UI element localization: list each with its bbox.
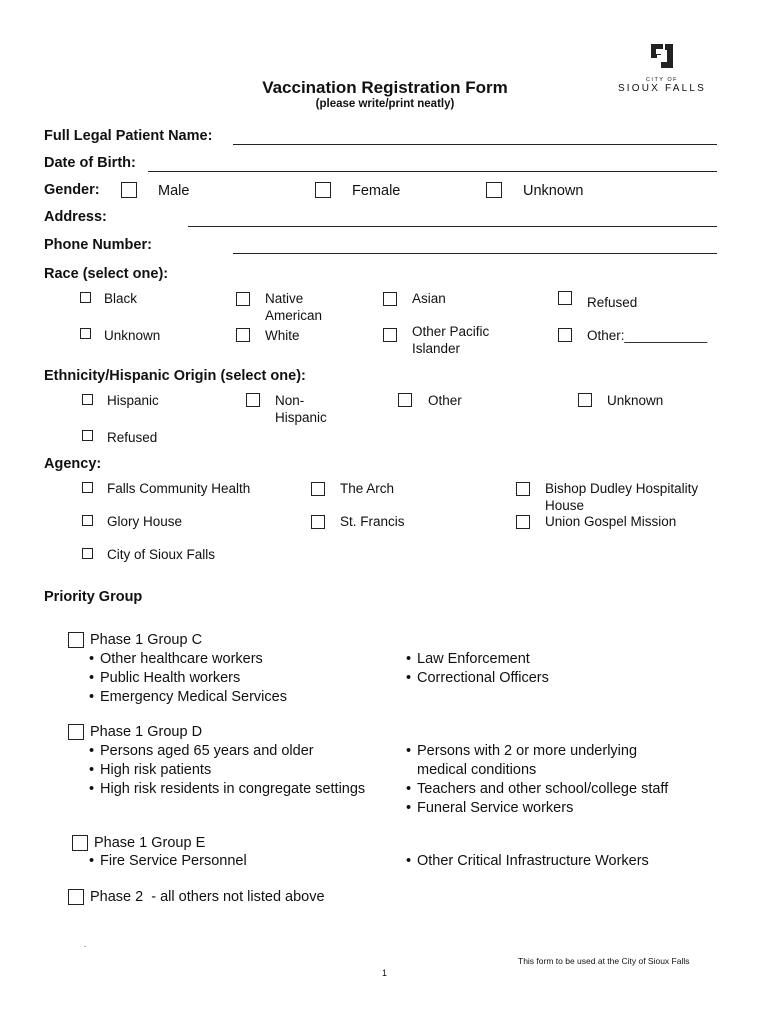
- ethnicity-hispanic-label: Hispanic: [107, 393, 159, 408]
- agency-the-arch-label: The Arch: [340, 481, 395, 496]
- race-other-label: Other:___________: [587, 328, 708, 343]
- race-label: Race (select one):: [44, 266, 169, 282]
- address-label: Address:: [44, 209, 107, 225]
- page-number: 1: [382, 968, 388, 978]
- name-label: Full Legal Patient Name:: [44, 128, 213, 144]
- ethnicity-non-hispanic-label: Non-Hispanic: [275, 393, 327, 425]
- list-item: • Law Enforcement: [406, 650, 706, 669]
- group-d-right-list: [406, 742, 706, 818]
- race-unknown-checkbox[interactable]: [80, 328, 91, 339]
- agency-city-of-sioux-falls-checkbox[interactable]: [82, 548, 93, 559]
- gender-label: Gender:: [44, 182, 100, 198]
- agency-union-gospel-mission-checkbox[interactable]: [516, 515, 530, 529]
- ethnicity-refused-label: Refused: [107, 430, 158, 445]
- ethnicity-label: Ethnicity/Hispanic Origin (select one):: [44, 368, 306, 384]
- race-refused-checkbox[interactable]: [558, 291, 572, 305]
- group-e-right-list: [406, 852, 706, 871]
- gender-unknown-checkbox[interactable]: [486, 182, 502, 198]
- agency-the-arch-checkbox[interactable]: [311, 482, 325, 496]
- agency-label: Agency:: [44, 456, 102, 472]
- gender-female-label: Female: [352, 183, 401, 199]
- list-item: • Fire Service Personnel: [89, 852, 389, 871]
- agency-falls-community-health-checkbox[interactable]: [82, 482, 93, 493]
- dob-field[interactable]: [148, 171, 717, 172]
- name-field[interactable]: [233, 144, 717, 145]
- list-item: • Other healthcare workers: [89, 650, 389, 669]
- race-white-checkbox[interactable]: [236, 328, 250, 342]
- ethnicity-other-label: Other: [428, 393, 462, 408]
- list-item: • Teachers and other school/college staff: [406, 780, 706, 799]
- form-subtitle: (please write/print neatly): [315, 98, 455, 110]
- ethnicity-hispanic-checkbox[interactable]: [82, 394, 93, 405]
- group-c-left-list: [89, 650, 389, 707]
- footer-note: This form to be used at the City of Sioux Falls: [518, 956, 690, 966]
- race-other-pacific-islander-checkbox[interactable]: [383, 328, 397, 342]
- priority-group-label: Priority Group: [44, 589, 143, 605]
- priority-phase1-group-d-checkbox[interactable]: [68, 724, 84, 740]
- group-d-left-list: [89, 742, 399, 799]
- race-other-pacific-islander-label: Other Pacific Islander: [412, 324, 490, 356]
- group-c-right-list: [406, 650, 706, 688]
- phone-label: Phone Number:: [44, 237, 152, 253]
- agency-falls-community-health-label: Falls Community Health: [107, 481, 251, 496]
- race-refused-label: Refused: [587, 295, 638, 310]
- gender-male-checkbox[interactable]: [121, 182, 137, 198]
- priority-phase1-group-d-title: Phase 1 Group D: [90, 724, 203, 740]
- form-title: Vaccination Registration Form: [262, 78, 508, 97]
- address-field[interactable]: [188, 226, 717, 227]
- priority-phase2-title: Phase 2 - all others not listed above: [90, 889, 325, 905]
- agency-glory-house-label: Glory House: [107, 514, 183, 529]
- ethnicity-unknown-checkbox[interactable]: [578, 393, 592, 407]
- agency-st-francis-checkbox[interactable]: [311, 515, 325, 529]
- gender-unknown-label: Unknown: [523, 183, 584, 199]
- ethnicity-unknown-label: Unknown: [607, 393, 664, 408]
- list-item: • Other Critical Infrastructure Workers: [406, 852, 706, 871]
- list-item: • Correctional Officers: [406, 669, 706, 688]
- race-black-label: Black: [104, 291, 138, 306]
- list-item: • Public Health workers: [89, 669, 389, 688]
- race-other-checkbox[interactable]: [558, 328, 572, 342]
- footer-dot: .: [84, 940, 87, 949]
- priority-phase1-group-e-checkbox[interactable]: [72, 835, 88, 851]
- dob-label: Date of Birth:: [44, 155, 136, 171]
- logo-city-of: CITY OF: [645, 77, 679, 83]
- priority-phase1-group-c-checkbox[interactable]: [68, 632, 84, 648]
- race-native-american-checkbox[interactable]: [236, 292, 250, 306]
- ethnicity-refused-checkbox[interactable]: [82, 430, 93, 441]
- ethnicity-non-hispanic-checkbox[interactable]: [246, 393, 260, 407]
- logo-sioux-falls: SIOUX FALLS: [617, 83, 707, 94]
- gender-female-checkbox[interactable]: [315, 182, 331, 198]
- agency-glory-house-checkbox[interactable]: [82, 515, 93, 526]
- agency-city-of-sioux-falls-label: City of Sioux Falls: [107, 547, 216, 562]
- city-logo: [612, 42, 712, 94]
- agency-st-francis-label: St. Francis: [340, 514, 405, 529]
- agency-union-gospel-mission-label: Union Gospel Mission: [545, 514, 677, 529]
- phone-field[interactable]: [233, 253, 717, 254]
- ethnicity-other-checkbox[interactable]: [398, 393, 412, 407]
- race-asian-checkbox[interactable]: [383, 292, 397, 306]
- list-item: • Persons with 2 or more underlying medical conditions: [406, 742, 667, 780]
- list-item: • Funeral Service workers: [406, 799, 706, 818]
- agency-bishop-dudley-checkbox[interactable]: [516, 482, 530, 496]
- race-asian-label: Asian: [412, 291, 446, 306]
- race-white-label: White: [265, 328, 300, 343]
- agency-bishop-dudley-label: Bishop Dudley Hospitality House: [545, 481, 699, 513]
- gender-male-label: Male: [158, 183, 190, 199]
- race-unknown-label: Unknown: [104, 328, 161, 343]
- priority-phase1-group-e-title: Phase 1 Group E: [94, 835, 206, 851]
- priority-phase1-group-c-title: Phase 1 Group C: [90, 632, 203, 648]
- list-item: • High risk residents in congregate settings: [89, 780, 399, 799]
- group-e-left-list: [89, 852, 389, 871]
- list-item: • Persons aged 65 years and older: [89, 742, 399, 761]
- list-item: • High risk patients: [89, 761, 399, 780]
- race-black-checkbox[interactable]: [80, 292, 91, 303]
- city-of-sioux-falls-logo-icon: [649, 42, 675, 70]
- list-item: • Emergency Medical Services: [89, 688, 389, 707]
- priority-phase2-checkbox[interactable]: [68, 889, 84, 905]
- race-native-american-label: Native American: [265, 291, 323, 323]
